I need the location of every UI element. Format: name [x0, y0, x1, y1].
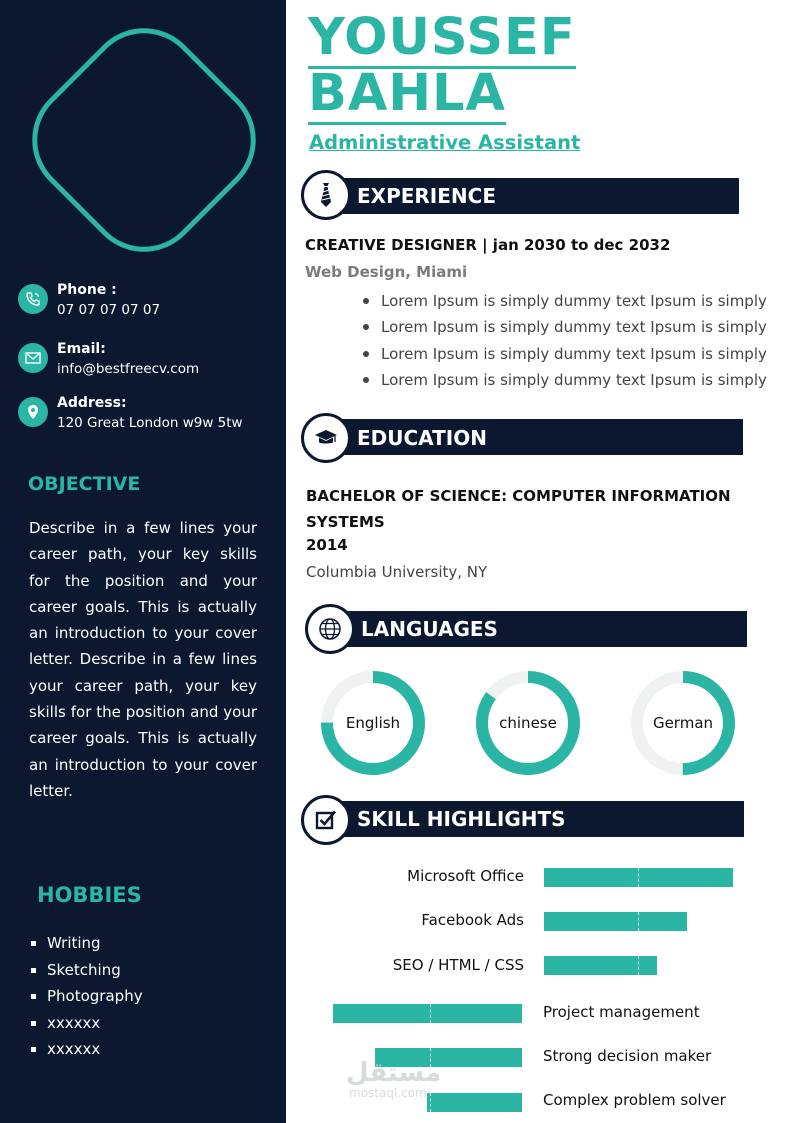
contact-address — [18, 395, 278, 435]
skill-label: Facebook Ads — [421, 911, 524, 929]
address-value: 120 Great London w9w 5tw — [57, 415, 243, 431]
skills-heading: SKILL HIGHLIGHTS — [357, 807, 566, 831]
experience-bullet: Lorem Ipsum is simply dummy text Ipsum is simply — [361, 314, 767, 340]
skill-bar — [333, 1004, 522, 1023]
name-last: BAHLA — [308, 64, 506, 123]
skill-bar — [544, 956, 657, 975]
contact-phone — [18, 282, 278, 322]
education-school: Columbia University, NY — [306, 563, 488, 581]
experience-bullet: Lorem Ipsum is simply dummy text Ipsum is simply — [361, 367, 767, 393]
skill-tick — [430, 1004, 431, 1023]
skill-tick — [638, 912, 639, 931]
phone-icon — [18, 284, 48, 314]
email-label: Email: — [57, 341, 106, 357]
language-ring-german — [628, 668, 738, 778]
skill-bar — [544, 912, 687, 931]
phone-label: Phone : — [57, 282, 117, 298]
hobby-item: Sketching — [28, 957, 143, 984]
hobby-item: Photography — [28, 983, 143, 1010]
experience-bullet: Lorem Ipsum is simply dummy text Ipsum is simply — [361, 288, 767, 314]
education-year: 2014 — [306, 536, 348, 554]
hobby-item: xxxxxx — [28, 1036, 143, 1063]
skill-tick — [430, 1093, 431, 1112]
envelope-icon — [18, 343, 48, 373]
education-heading: EDUCATION — [357, 426, 487, 450]
address-label: Address: — [57, 395, 127, 411]
hobby-item: xxxxxx — [28, 1010, 143, 1037]
skill-label: Project management — [543, 1003, 700, 1021]
objective-text: Describe in a few lines your career path, your key skills for the position and your career goals. This is actually an introduction to your cover letter. Describe in a few lines your career path, your key skills for the position and your career goals. This is actually an introduction to your cover letter. — [29, 519, 257, 800]
language-ring-english — [318, 668, 428, 778]
name-first: YOUSSEF — [308, 8, 576, 67]
hobbies-heading: HOBBIES — [37, 883, 142, 907]
experience-heading: EXPERIENCE — [357, 184, 496, 208]
watermark-url: mostaql.com — [349, 1086, 427, 1100]
objective-heading: OBJECTIVE — [28, 473, 141, 495]
language-name: English — [345, 714, 401, 732]
education-degree: BACHELOR OF SCIENCE: COMPUTER INFORMATION SYSTEMS — [306, 487, 731, 532]
contact-email — [18, 341, 278, 381]
email-value: info@bestfreecv.com — [57, 361, 200, 377]
job-heading: CREATIVE DESIGNER | jan 2030 to dec 2032 — [305, 236, 671, 254]
experience-bullets — [361, 288, 767, 393]
experience-bullet: Lorem Ipsum is simply dummy text Ipsum is simply — [361, 341, 767, 367]
language-name: chinese — [499, 714, 557, 732]
graduation-cap-icon — [301, 413, 351, 463]
language-ring-chinese — [473, 668, 583, 778]
skill-bar — [427, 1093, 522, 1112]
tie-icon — [301, 170, 351, 220]
skill-label: Complex problem solver — [543, 1091, 726, 1109]
skill-tick — [638, 956, 639, 975]
languages-heading: LANGUAGES — [361, 617, 498, 641]
watermark-logo: مستقل — [346, 1058, 442, 1088]
phone-value: 07 07 07 07 07 — [57, 302, 161, 318]
skill-tick — [638, 868, 639, 887]
globe-icon — [305, 604, 355, 654]
job-subheading: Web Design, Miami — [305, 263, 468, 281]
hobby-item: Writing — [28, 930, 143, 957]
language-name: German — [652, 714, 714, 732]
job-title: Administrative Assistant — [309, 131, 581, 154]
location-pin-icon — [18, 397, 48, 427]
skill-label: Microsoft Office — [407, 867, 524, 885]
skill-label: Strong decision maker — [543, 1047, 712, 1065]
checkbox-icon — [301, 795, 351, 845]
hobbies-list — [28, 930, 143, 1063]
skill-label: SEO / HTML / CSS — [392, 956, 524, 974]
